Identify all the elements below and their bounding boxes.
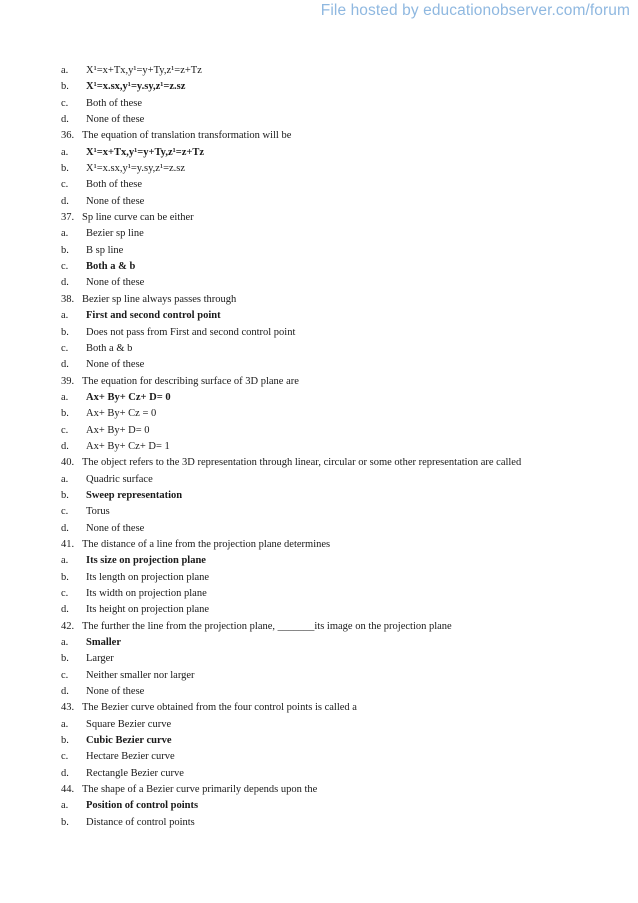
question-line bbox=[61, 537, 621, 553]
option-text: X¹=x+Tx,y¹=y+Ty,z¹=z+Tz bbox=[86, 146, 205, 158]
question-number: 44. bbox=[61, 784, 75, 796]
question-number: 36. bbox=[61, 130, 75, 142]
option-text: Ax+ By+ Cz = 0 bbox=[86, 408, 157, 420]
answer-option bbox=[61, 668, 621, 684]
option-text: None of these bbox=[86, 114, 145, 126]
option-letter: b. bbox=[61, 571, 69, 583]
option-text: Hectare Bezier curve bbox=[86, 751, 175, 763]
answer-option bbox=[61, 717, 621, 733]
answer-option bbox=[61, 226, 621, 242]
option-letter: a. bbox=[61, 391, 69, 403]
answer-option bbox=[61, 275, 621, 291]
answer-option bbox=[61, 602, 621, 618]
option-letter: a. bbox=[61, 637, 69, 649]
question-number: 41. bbox=[61, 538, 75, 550]
option-letter: d. bbox=[61, 114, 69, 126]
option-letter: d. bbox=[61, 195, 69, 207]
option-text: None of these bbox=[86, 195, 145, 207]
answer-option bbox=[61, 406, 621, 422]
option-letter: c. bbox=[61, 424, 69, 436]
answer-option bbox=[61, 749, 621, 765]
question-number: 42. bbox=[61, 620, 75, 632]
question-text: The distance of a line from the projection plane determines bbox=[82, 538, 331, 550]
option-letter: a. bbox=[61, 800, 69, 812]
question-number: 40. bbox=[61, 457, 75, 469]
option-letter: a. bbox=[61, 555, 69, 567]
answer-option bbox=[61, 651, 621, 667]
answer-option bbox=[61, 63, 621, 79]
question-text: Bezier sp line always passes through bbox=[82, 293, 237, 305]
option-letter: c. bbox=[61, 751, 69, 763]
answer-option bbox=[61, 325, 621, 341]
answer-option bbox=[61, 684, 621, 700]
option-text: B sp line bbox=[86, 244, 124, 256]
option-text: Sweep representation bbox=[86, 489, 183, 501]
option-letter: a. bbox=[61, 718, 69, 730]
option-letter: a. bbox=[61, 146, 69, 158]
answer-option bbox=[61, 194, 621, 210]
question-list bbox=[61, 63, 621, 831]
option-text: Both a & b bbox=[86, 342, 133, 354]
option-text: Bezier sp line bbox=[86, 228, 144, 240]
question-line bbox=[61, 619, 621, 635]
option-letter: d. bbox=[61, 359, 69, 371]
option-letter: d. bbox=[61, 686, 69, 698]
question-text: The equation for describing surface of 3D plane are bbox=[82, 375, 299, 387]
option-text: Ax+ By+ Cz+ D= 1 bbox=[86, 440, 170, 452]
option-letter: c. bbox=[61, 342, 69, 354]
question-number: 38. bbox=[61, 293, 75, 305]
answer-option-correct bbox=[61, 733, 621, 749]
option-text: None of these bbox=[86, 522, 145, 534]
option-text: Position of control points bbox=[86, 800, 199, 812]
question-text: The shape of a Bezier curve primarily depends upon the bbox=[82, 784, 318, 796]
watermark-link[interactable]: File hosted by educationobserver.com/forum bbox=[320, 2, 630, 19]
question-text: The equation of translation transformation will be bbox=[82, 130, 292, 142]
answer-option bbox=[61, 521, 621, 537]
option-letter: b. bbox=[61, 653, 69, 665]
option-text: None of these bbox=[86, 686, 145, 698]
option-letter: b. bbox=[61, 163, 69, 175]
option-text: Its length on projection plane bbox=[86, 571, 210, 583]
answer-option bbox=[61, 177, 621, 193]
answer-option bbox=[61, 766, 621, 782]
option-letter: c. bbox=[61, 261, 69, 273]
answer-option-correct bbox=[61, 308, 621, 324]
option-letter: d. bbox=[61, 522, 69, 534]
option-text: Its size on projection plane bbox=[86, 555, 206, 567]
answer-option-correct bbox=[61, 390, 621, 406]
option-text: Cubic Bezier curve bbox=[86, 735, 172, 747]
answer-option-correct bbox=[61, 488, 621, 504]
option-text: None of these bbox=[86, 359, 145, 371]
option-letter: b. bbox=[61, 816, 69, 828]
option-text: First and second control point bbox=[86, 310, 221, 322]
option-text: Both of these bbox=[86, 179, 142, 191]
option-letter: a. bbox=[61, 228, 69, 240]
option-text: X¹=x.sx,y¹=y.sy,z¹=z.sz bbox=[86, 163, 186, 175]
option-letter: c. bbox=[61, 669, 69, 681]
answer-option-correct bbox=[61, 635, 621, 651]
option-text: Distance of control points bbox=[86, 816, 195, 828]
answer-option bbox=[61, 504, 621, 520]
option-text: Its height on projection plane bbox=[86, 604, 210, 616]
question-line bbox=[61, 292, 621, 308]
option-letter: a. bbox=[61, 65, 69, 76]
option-letter: d. bbox=[61, 767, 69, 779]
answer-option-correct bbox=[61, 79, 621, 95]
option-letter: c. bbox=[61, 506, 69, 518]
option-letter: d. bbox=[61, 440, 69, 452]
answer-option bbox=[61, 586, 621, 602]
answer-option-correct bbox=[61, 553, 621, 569]
question-text: Sp line curve can be either bbox=[82, 212, 194, 224]
option-letter: b. bbox=[61, 326, 69, 338]
option-letter: c. bbox=[61, 97, 69, 109]
option-text: X¹=x+Tx,y¹=y+Ty,z¹=z+Tz bbox=[86, 65, 202, 76]
answer-option bbox=[61, 423, 621, 439]
question-number: 37. bbox=[61, 212, 75, 224]
option-letter: a. bbox=[61, 310, 69, 322]
option-letter: c. bbox=[61, 588, 69, 599]
option-text: Does not pass from First and second control point bbox=[86, 326, 296, 338]
option-text: Neither smaller nor larger bbox=[86, 669, 195, 681]
answer-option-correct bbox=[61, 259, 621, 275]
question-number: 43. bbox=[61, 702, 75, 714]
option-text: Rectangle Bezier curve bbox=[86, 767, 184, 779]
option-letter: a. bbox=[61, 473, 69, 485]
answer-option bbox=[61, 472, 621, 488]
option-text: Torus bbox=[86, 506, 110, 518]
option-text: Ax+ By+ Cz+ D= 0 bbox=[86, 391, 171, 403]
question-line bbox=[61, 782, 621, 798]
question-text: The further the line from the projection plane, _______its image on the projection plane bbox=[82, 620, 452, 632]
option-text: Both of these bbox=[86, 97, 142, 109]
answer-option bbox=[61, 112, 621, 128]
option-text: X¹=x.sx,y¹=y.sy,z¹=z.sz bbox=[86, 81, 186, 93]
answer-option bbox=[61, 815, 621, 831]
question-line bbox=[61, 455, 621, 471]
option-text: Both a & b bbox=[86, 261, 136, 273]
answer-option bbox=[61, 357, 621, 373]
question-line bbox=[61, 700, 621, 716]
answer-option-correct bbox=[61, 145, 621, 161]
answer-option bbox=[61, 570, 621, 586]
answer-option bbox=[61, 439, 621, 455]
option-letter: b. bbox=[61, 244, 69, 256]
question-line bbox=[61, 374, 621, 390]
question-text: The Bezier curve obtained from the four control points is called a bbox=[82, 702, 357, 714]
option-letter: b. bbox=[61, 489, 69, 501]
question-line bbox=[61, 128, 621, 144]
answer-option-correct bbox=[61, 798, 621, 814]
option-text: Square Bezier curve bbox=[86, 718, 172, 730]
option-letter: d. bbox=[61, 604, 69, 616]
option-letter: b. bbox=[61, 408, 69, 420]
option-text: Quadric surface bbox=[86, 473, 153, 485]
answer-option bbox=[61, 161, 621, 177]
answer-option bbox=[61, 96, 621, 112]
option-text: None of these bbox=[86, 277, 145, 289]
question-text: The object refers to the 3D representation through linear, circular or some other representation are called bbox=[82, 457, 522, 469]
option-letter: b. bbox=[61, 81, 69, 93]
option-letter: c. bbox=[61, 179, 69, 191]
answer-option bbox=[61, 341, 621, 357]
answer-option bbox=[61, 243, 621, 259]
question-line bbox=[61, 210, 621, 226]
option-text: Ax+ By+ D= 0 bbox=[86, 424, 150, 436]
option-letter: d. bbox=[61, 277, 69, 289]
option-text: Larger bbox=[86, 653, 114, 665]
option-text: Its width on projection plane bbox=[86, 588, 207, 599]
option-letter: b. bbox=[61, 735, 69, 747]
question-number: 39. bbox=[61, 375, 75, 387]
option-text: Smaller bbox=[86, 637, 121, 649]
